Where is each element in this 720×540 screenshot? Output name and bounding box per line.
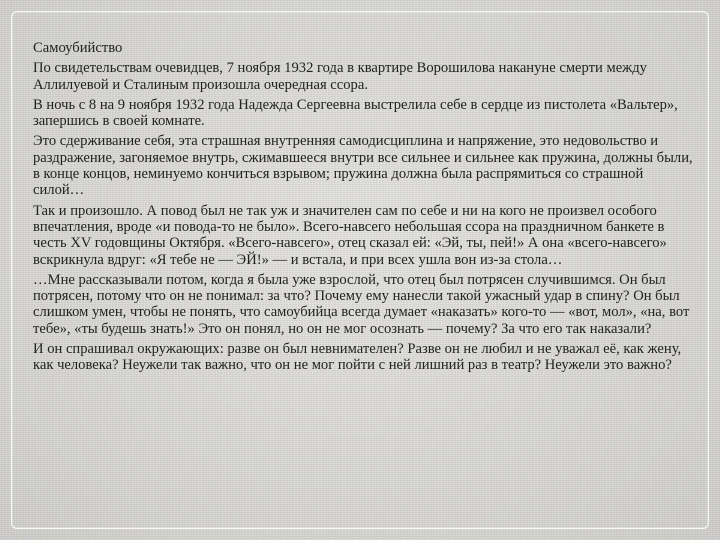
paragraph-1: По свидетельствам очевидцев, 7 ноября 1932 года в квартире Ворошилова накануне смерти между Аллилуевой и Сталиным произошла очередная ссора. [33,60,647,93]
slide-text-box [33,40,693,378]
paragraph-2: В ночь с 8 на 9 ноября 1932 года Надежда Сергеевна выстрелила себе в сердце из пистолета «Вальтер», запершись в своей комнате. [33,96,678,130]
paragraph-4: Так и произошло. А повод был не так уж и значителен сам по себе и ни на кого не произвел особого впечатления, вроде «и повода-то не было». Всего-навсего небольшая ссора на праздничном банкете в честь XV годовщины Октября. «Всего-навсего», отец сказал ей: «Эй, ты, пей!» А она «всего-навсего» вскрикнула вдруг: «Я тебе не — ЭЙ!» — и встала, и при всех ушла вон из-за стола… [33,202,667,268]
paragraph-3: Это сдерживание себя, эта страшная внутренняя самодисциплина и напряжение, это недовольство и раздражение, загоняемое внутрь, сжимавшееся внутри все сильнее и сильнее как пружина, должны были, в конце концов, неминуемо кончиться взрывом; пружина должна была распрямиться со страшной силой… [33,133,693,199]
paragraph-5: …Мне рассказывали потом, когда я была уже взрослой, что отец был потрясен случившимся. Он был потрясен, потому что он не понимал: за что? Почему ему нанесли такой ужасный удар в спину? Он был слишком умен, чтобы не понять, что самоубийца всегда думает «наказать» кого-то — «вот, мол», «на, вот тебе», «ты будешь знать!» Это он понял, но он не мог осознать — почему? За что его так наказали? [33,271,690,337]
slide-title: Самоубийство [33,40,123,56]
paragraph-6: И он спрашивал окружающих: разве он был невнимателен? Разве он не любил и не уважал её, как жену, как человека? Неужели так важно, что он не мог пойти с ней лишний раз в театр? Неужели это важно? [33,341,682,374]
